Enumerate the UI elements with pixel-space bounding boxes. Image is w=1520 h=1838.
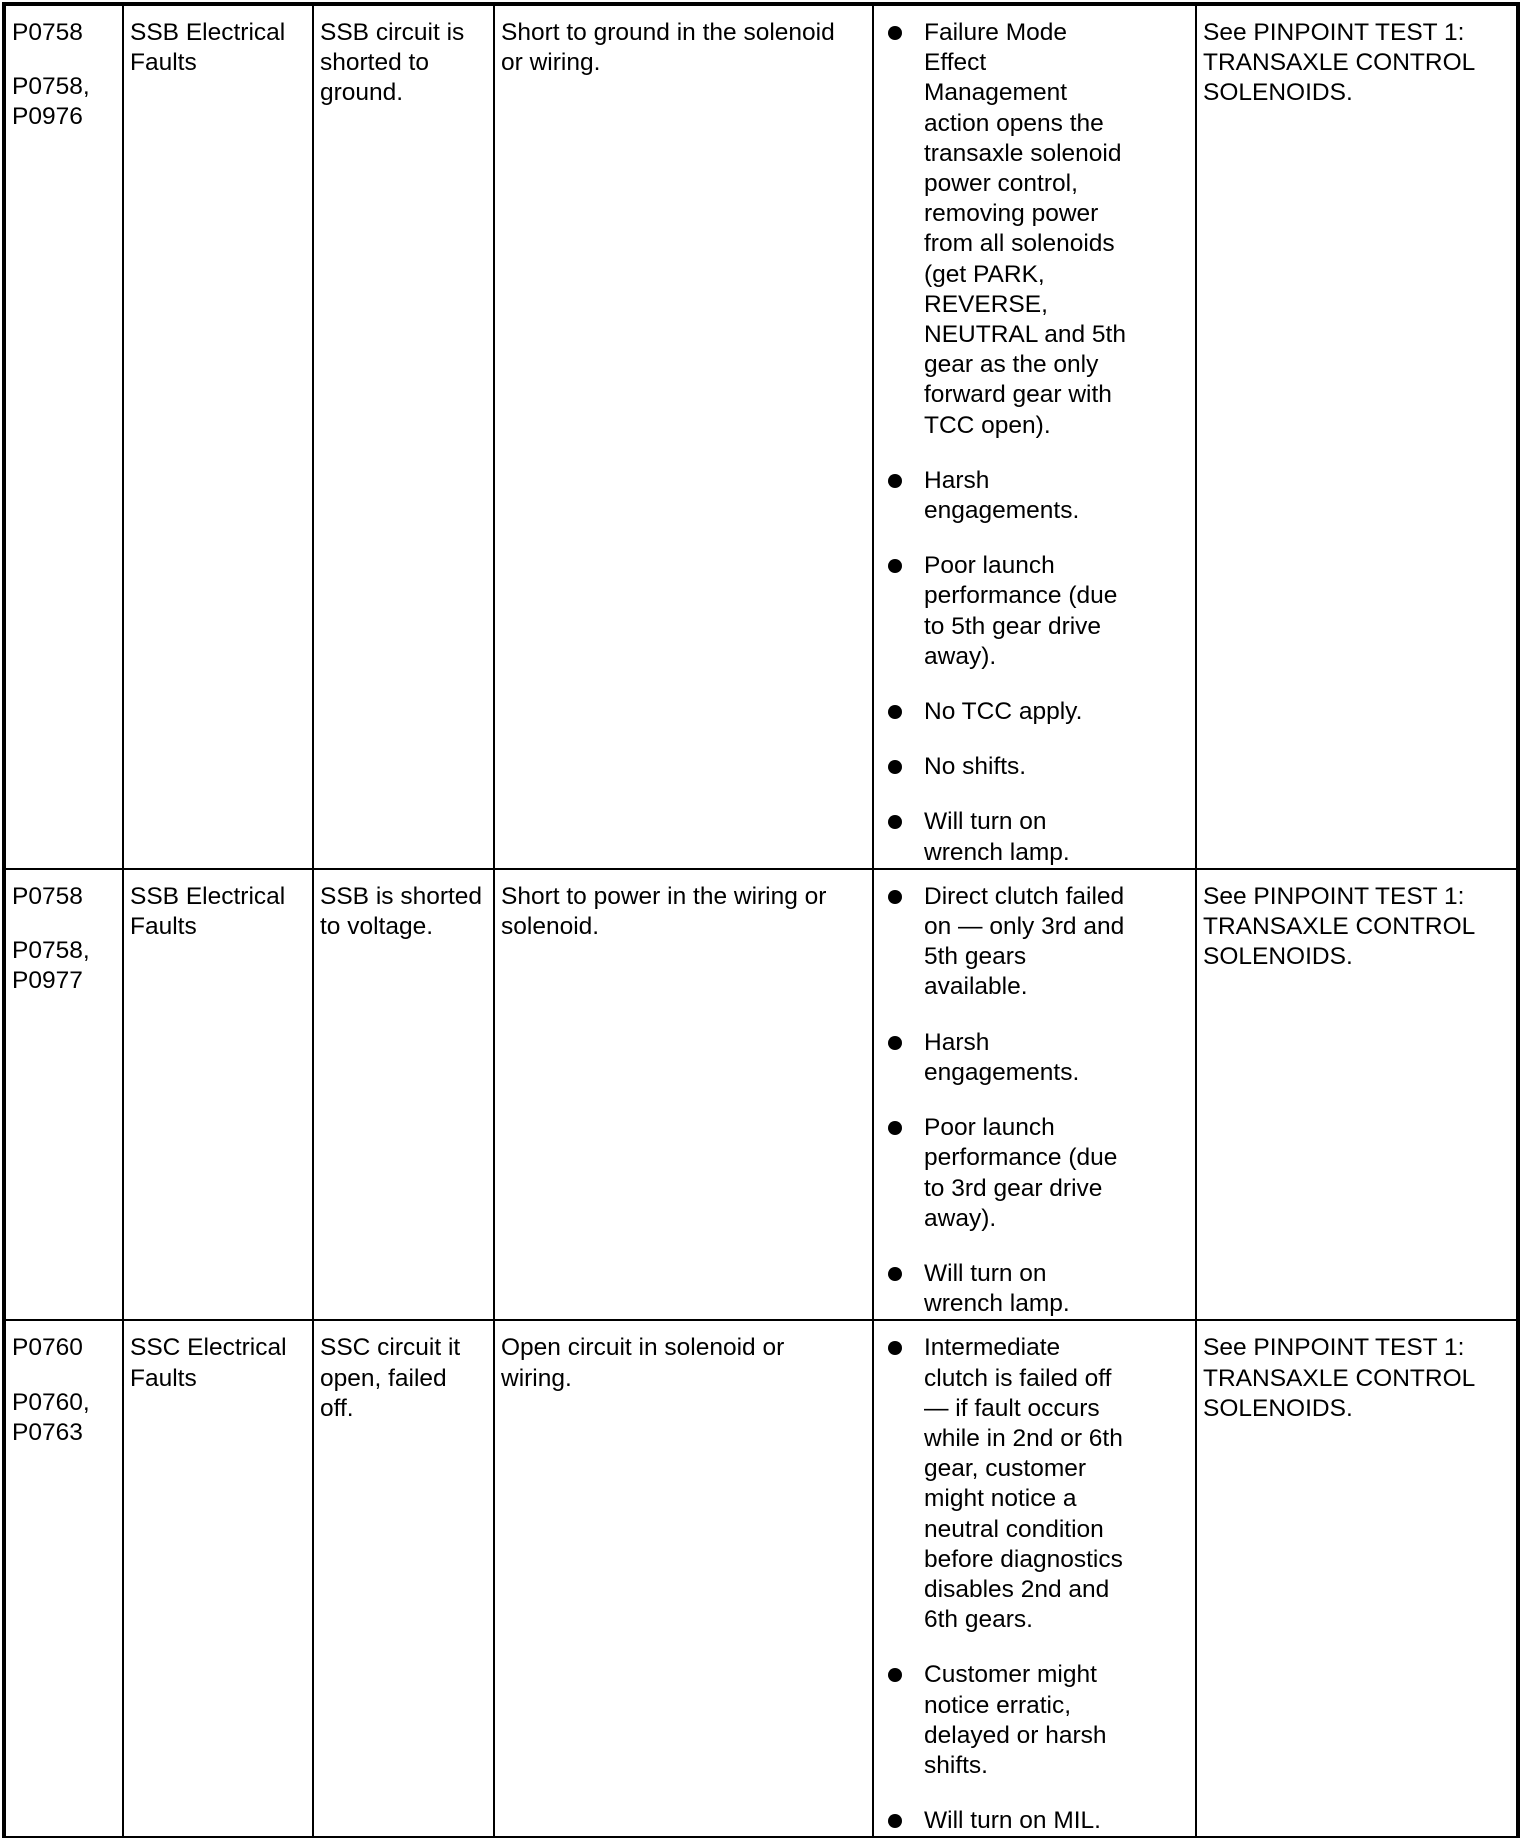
condition-cell-line: open, failed: [320, 1364, 447, 1392]
description-cell: [123, 5, 313, 869]
condition-cell-line: to voltage.: [320, 913, 434, 941]
description-cell: [123, 869, 313, 1320]
symptom-item: [924, 1333, 1191, 1635]
condition-cell-line: SSB is shorted: [320, 882, 483, 910]
action-cell-line: SOLENOIDS.: [1203, 943, 1353, 971]
action-cell-line: SOLENOIDS.: [1203, 1394, 1353, 1422]
symptom-line: disables 2nd and: [924, 1575, 1110, 1603]
symptom-line: REVERSE,: [924, 290, 1048, 318]
action-cell-line: TRANSAXLE CONTROL: [1203, 49, 1476, 77]
condition-cell-line: off.: [320, 1394, 354, 1422]
action-cell: [1196, 5, 1517, 869]
symptom-line: away).: [924, 642, 997, 670]
action-cell-line: SOLENOIDS.: [1203, 79, 1353, 107]
symptom-line: (get PARK,: [924, 260, 1045, 288]
dtc-related-code: P0760,: [12, 1388, 90, 1416]
symptom-line: to 3rd gear drive: [924, 1174, 1103, 1202]
symptom-item: [924, 752, 1191, 782]
action-cell-line: TRANSAXLE CONTROL: [1203, 1364, 1476, 1392]
symptom-line: shifts.: [924, 1751, 988, 1779]
symptom-line: Will turn on MIL.: [924, 1807, 1101, 1835]
symptom-item: [924, 882, 1191, 1003]
symptom-list: [880, 882, 1191, 1319]
symptom-line: to 5th gear drive: [924, 612, 1102, 640]
condition-cell: [313, 1320, 494, 1837]
symptom-line: might notice a: [924, 1485, 1077, 1513]
description-cell: [123, 1320, 313, 1837]
condition-cell-line: SSB circuit is: [320, 19, 465, 46]
symptom-item: [924, 1028, 1191, 1088]
symptom-item: [924, 551, 1191, 672]
symptom-line: wrench lamp.: [924, 838, 1070, 866]
condition-cell-line: shorted to: [320, 49, 429, 77]
symptom-line: Management: [924, 79, 1068, 107]
symptom-line: Customer might: [924, 1661, 1097, 1689]
symptom-line: on — only 3rd and: [924, 913, 1125, 941]
symptom-line: Will turn on: [924, 808, 1047, 836]
symptom-line: Failure Mode: [924, 19, 1067, 46]
symptom-line: Will turn on: [924, 1259, 1047, 1287]
dtc-code: P0758: [12, 882, 83, 910]
possible-source-cell-line: solenoid.: [501, 913, 600, 941]
symptom-line: Direct clutch failed: [924, 882, 1125, 910]
symptom-line: gear, customer: [924, 1455, 1087, 1483]
symptom-line: wrench lamp.: [924, 1290, 1070, 1318]
action-cell-line: TRANSAXLE CONTROL: [1203, 913, 1476, 941]
symptom-item: [924, 1259, 1191, 1319]
symptom-line: performance (due: [924, 1144, 1118, 1172]
symptom-line: Harsh: [924, 466, 990, 494]
possible-source-cell: [494, 5, 873, 869]
symptom-line: while in 2nd or 6th: [924, 1424, 1123, 1452]
dtc-code-cell: [5, 869, 123, 1320]
symptom-line: available.: [924, 973, 1028, 1001]
description-cell-line: SSC Electrical: [130, 1334, 287, 1362]
symptom-line: clutch is failed off: [924, 1364, 1112, 1392]
table-row: [5, 869, 1517, 1320]
symptom-line: — if fault occurs: [924, 1394, 1100, 1422]
dtc-table: [4, 4, 1518, 1838]
condition-cell-line: ground.: [320, 79, 404, 107]
symptom-item: [924, 807, 1191, 867]
symptom-line: from all solenoids: [924, 230, 1115, 258]
spacer: [12, 48, 118, 72]
symptom-line: Intermediate: [924, 1334, 1061, 1362]
symptom-line: forward gear with: [924, 381, 1112, 409]
symptom-line: delayed or harsh: [924, 1721, 1107, 1749]
symptom-line: away).: [924, 1204, 997, 1232]
table-row: [5, 1320, 1517, 1837]
symptom-line: removing power: [924, 200, 1099, 228]
symptom-item: [924, 1660, 1191, 1781]
dtc-related-code: P0763: [12, 1418, 83, 1446]
symptom-line: gear as the only: [924, 351, 1099, 379]
symptom-line: performance (due: [924, 582, 1118, 610]
symptom-list: [880, 18, 1191, 868]
symptom-item: [924, 1113, 1191, 1234]
dtc-code-cell: [5, 1320, 123, 1837]
symptom-line: Harsh: [924, 1028, 990, 1056]
description-cell-line: SSB Electrical: [130, 882, 286, 910]
symptom-list: [880, 1333, 1191, 1836]
condition-cell: [313, 869, 494, 1320]
symptom-line: action opens the: [924, 109, 1104, 137]
possible-source-cell-line: Short to ground in the solenoid: [501, 19, 835, 46]
condition-cell-line: SSC circuit it: [320, 1334, 461, 1362]
symptom-line: engagements.: [924, 1058, 1080, 1086]
symptom-line: Poor launch: [924, 552, 1055, 580]
action-cell-line: See PINPOINT TEST 1:: [1203, 1334, 1465, 1362]
possible-source-cell-line: or wiring.: [501, 49, 601, 77]
description-cell-line: Faults: [130, 49, 197, 77]
dtc-code-cell: [5, 5, 123, 869]
description-cell-line: Faults: [130, 913, 197, 941]
symptom-line: No shifts.: [924, 753, 1027, 781]
symptom-cell: [873, 869, 1196, 1320]
possible-source-cell-line: wiring.: [501, 1364, 572, 1392]
symptom-line: before diagnostics: [924, 1545, 1123, 1573]
symptom-line: power control,: [924, 170, 1078, 198]
symptom-line: Effect: [924, 49, 987, 77]
table-row: [5, 5, 1517, 869]
dtc-code: P0760: [12, 1334, 83, 1362]
description-cell-line: Faults: [130, 1364, 197, 1392]
dtc-table-body: [5, 5, 1517, 1837]
symptom-cell: [873, 1320, 1196, 1837]
symptom-item: [924, 18, 1191, 441]
symptom-line: engagements.: [924, 497, 1080, 525]
action-cell: [1196, 869, 1517, 1320]
diagnostic-table-page: [4, 4, 1516, 1835]
dtc-code: P0758: [12, 19, 83, 46]
symptom-line: 5th gears: [924, 943, 1027, 971]
dtc-related-code: P0976: [12, 103, 83, 131]
action-cell: [1196, 1320, 1517, 1837]
condition-cell: [313, 5, 494, 869]
symptom-line: NEUTRAL and 5th: [924, 321, 1126, 349]
action-cell-line: See PINPOINT TEST 1:: [1203, 19, 1465, 46]
symptom-item: [924, 697, 1191, 727]
description-cell-line: SSB Electrical: [130, 19, 286, 46]
symptom-line: TCC open).: [924, 411, 1051, 439]
possible-source-cell-line: Open circuit in solenoid or: [501, 1334, 785, 1362]
symptom-line: notice erratic,: [924, 1691, 1072, 1719]
dtc-related-code: P0758,: [12, 73, 90, 101]
spacer: [12, 1364, 118, 1388]
symptom-line: 6th gears.: [924, 1606, 1033, 1634]
possible-source-cell: [494, 1320, 873, 1837]
symptom-line: transaxle solenoid: [924, 139, 1122, 167]
symptom-item: [924, 1806, 1191, 1836]
spacer: [12, 912, 118, 936]
action-cell-line: See PINPOINT TEST 1:: [1203, 882, 1465, 910]
symptom-line: neutral condition: [924, 1515, 1104, 1543]
symptom-line: No TCC apply.: [924, 698, 1083, 726]
dtc-related-code: P0977: [12, 967, 83, 995]
symptom-cell: [873, 5, 1196, 869]
symptom-line: Poor launch: [924, 1114, 1055, 1142]
dtc-related-code: P0758,: [12, 937, 90, 965]
possible-source-cell-line: Short to power in the wiring or: [501, 882, 827, 910]
symptom-item: [924, 466, 1191, 526]
possible-source-cell: [494, 869, 873, 1320]
